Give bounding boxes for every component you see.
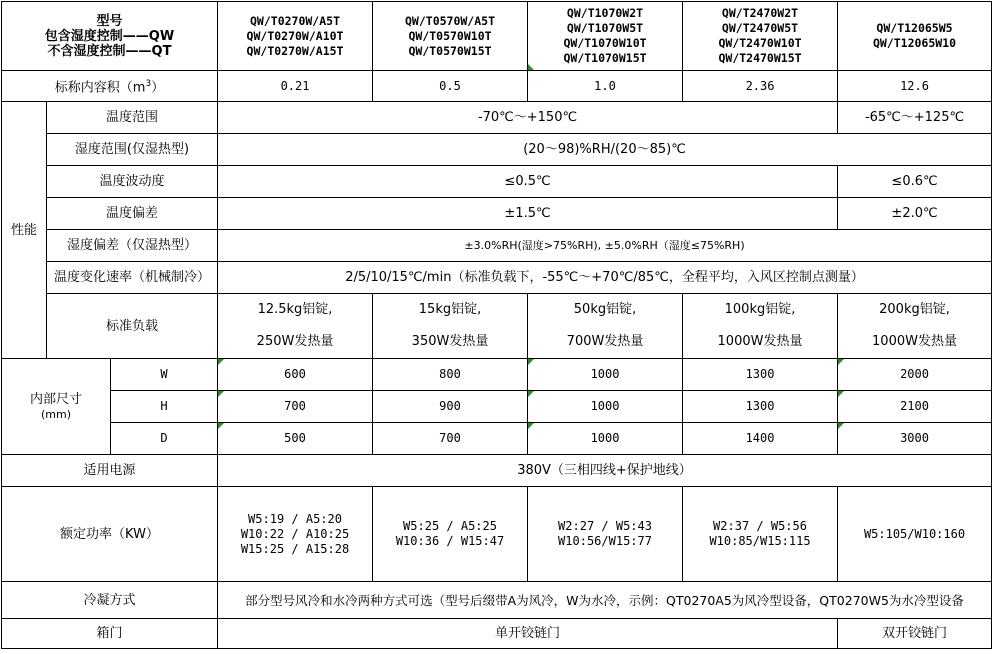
rated-power-line: W10:85/W15:115 <box>709 534 811 548</box>
temp-change-rate-label: 温度变化速率（机械制冷） <box>47 262 218 294</box>
model-code: QW/T0270W/A10T <box>246 28 344 43</box>
volume-value: 0.21 <box>218 71 373 102</box>
rated-power-value <box>373 487 528 582</box>
power-supply-value: 380V（三相四线+保护地线） <box>218 455 992 487</box>
model-code: QW/T12065W10 <box>872 36 957 50</box>
without-humidity-label: 不含湿度控制——QT <box>47 43 172 59</box>
model-code: QW/T0570W/A5T <box>405 13 496 28</box>
dimension-value <box>528 391 683 423</box>
load-mass: 15kg铝锭, <box>418 302 482 317</box>
temp-change-rate-row <box>2 262 992 294</box>
rated-power-line: W2:27 / W5:43 <box>558 519 652 533</box>
cell-marker <box>838 359 844 365</box>
rated-power-line: W10:22 / A10:25 <box>240 526 350 541</box>
volume-value: 2.36 <box>683 71 838 102</box>
dimension-value <box>838 359 992 391</box>
volume-label-text: 标称内容积（m <box>54 80 146 96</box>
dimension-value-text: 700 <box>284 399 306 413</box>
load-mass: 200kg铝锭, <box>879 302 950 317</box>
volume-value: 0.5 <box>373 71 528 102</box>
condensing-row <box>2 582 992 619</box>
humidity-range-label: 湿度范围(仅湿热型) <box>47 134 218 166</box>
standard-load-value <box>528 294 683 359</box>
dimension-label: W <box>111 359 218 391</box>
humidity-deviation-value: ±3.0%RH(湿度>75%RH), ±5.0%RH（湿度≤75%RH) <box>218 230 992 262</box>
volume-row <box>2 71 992 102</box>
model-cell <box>838 2 992 71</box>
condensing-label: 冷凝方式 <box>2 582 218 619</box>
model-cell <box>218 2 373 71</box>
inner-size-w-row <box>2 359 992 391</box>
inner-size-h-row <box>2 391 992 423</box>
cell-marker <box>528 64 534 70</box>
model-code: QW/T0270W/A5T <box>250 13 341 28</box>
rated-power-row <box>2 487 992 582</box>
model-code: QW/T1070W5T <box>566 21 644 35</box>
humidity-deviation-label: 湿度偏差（仅湿热型） <box>47 230 218 262</box>
dimension-value-text: 3000 <box>900 431 929 445</box>
load-mass: 100kg铝锭, <box>724 302 796 317</box>
inner-size-unit: (mm) <box>40 407 71 421</box>
load-heat: 250W发热量 <box>256 334 334 349</box>
humidity-range-row <box>2 134 992 166</box>
cell-marker <box>218 359 224 365</box>
model-code: QW/T2470W5T <box>721 21 799 35</box>
cell-marker <box>838 391 844 397</box>
volume-value: 12.6 <box>838 71 992 102</box>
rated-power-value <box>683 487 838 582</box>
rated-power-line: W5:25 / A5:25 <box>403 519 497 533</box>
model-header-label <box>2 2 218 71</box>
model-code: QW/T12065W5 <box>876 21 953 35</box>
model-code: QW/T0570W10T <box>408 28 492 43</box>
temp-fluctuation-label: 温度波动度 <box>47 166 218 198</box>
dimension-value <box>838 423 992 455</box>
dimension-value: 800 <box>373 359 528 391</box>
temp-fluctuation-value-large: ≤0.6℃ <box>838 166 992 198</box>
door-value-large: 双开铰链门 <box>838 619 992 649</box>
rated-power-value <box>838 487 992 582</box>
model-label: 型号 <box>96 13 123 29</box>
temp-deviation-value: ±1.5℃ <box>218 198 838 230</box>
standard-load-label: 标准负载 <box>47 294 218 359</box>
dimension-value <box>528 359 683 391</box>
cell-marker <box>528 359 534 365</box>
volume-label-sup: 3 <box>145 78 152 89</box>
cell-marker <box>218 423 224 429</box>
power-supply-label: 适用电源 <box>2 455 218 487</box>
cell-marker <box>838 423 844 429</box>
dimension-value <box>218 423 373 455</box>
model-cell <box>683 2 838 71</box>
rated-power-line: W15:25 / A15:28 <box>240 541 350 556</box>
load-mass: 50kg铝锭, <box>573 302 637 317</box>
rated-power-line: W5:19 / A5:20 <box>248 511 342 526</box>
load-heat: 1000W发热量 <box>717 334 803 349</box>
rated-power-line: W10:36 / W15:47 <box>395 534 505 548</box>
rated-power-line: W10:56/W15:77 <box>558 534 652 548</box>
rated-power-value <box>218 487 373 582</box>
dimension-value-text: 1000 <box>590 399 620 413</box>
dimension-value: 1400 <box>683 423 838 455</box>
standard-load-value <box>218 294 373 359</box>
inner-size-title: 内部尺寸 <box>29 391 82 407</box>
volume-label-end: ） <box>151 80 165 96</box>
model-cell <box>373 2 528 71</box>
model-code: QW/T2470W2T <box>721 6 799 20</box>
rated-power-line: W5:105/W10:160 <box>863 526 966 541</box>
dimension-label: D <box>111 423 218 455</box>
temp-range-value-large: -65℃～+125℃ <box>838 102 992 134</box>
spec-table <box>1 1 992 649</box>
standard-load-value <box>373 294 528 359</box>
with-humidity-label: 包含湿度控制——QW <box>44 28 175 44</box>
volume-label <box>2 71 218 102</box>
performance-group-label: 性能 <box>2 102 47 359</box>
power-supply-row <box>2 455 992 487</box>
dimension-value: 700 <box>373 423 528 455</box>
cell-marker <box>528 423 534 429</box>
humidity-deviation-row <box>2 230 992 262</box>
model-code: QW/T1070W2T <box>566 6 644 20</box>
temp-deviation-value-large: ±2.0℃ <box>838 198 992 230</box>
volume-value: 1.0 <box>528 71 683 102</box>
model-code: QW/T0270W/A15T <box>246 43 344 58</box>
dimension-value-text: 600 <box>284 367 306 381</box>
model-code: QW/T2470W10T <box>718 36 802 50</box>
dimension-value: 1300 <box>683 391 838 423</box>
model-code: QW/T1070W15T <box>563 51 647 65</box>
temp-range-value: -70℃～+150℃ <box>218 102 838 134</box>
inner-size-d-row <box>2 423 992 455</box>
humidity-range-value: (20～98)%RH/(20～85)℃ <box>218 134 992 166</box>
temp-change-rate-value: 2/5/10/15℃/min（标准负载下，-55℃～+70℃/85℃，全程平均，入风区控制点测量） <box>218 262 992 294</box>
temp-deviation-row <box>2 198 992 230</box>
door-label: 箱门 <box>2 619 218 649</box>
door-value: 单开铰链门 <box>218 619 838 649</box>
dimension-value <box>838 391 992 423</box>
temp-deviation-label: 温度偏差 <box>47 198 218 230</box>
dimension-value: 1300 <box>683 359 838 391</box>
model-cell <box>528 2 683 71</box>
rated-power-label: 额定功率（KW） <box>2 487 218 582</box>
temp-range-label: 温度范围 <box>47 102 218 134</box>
dimension-value <box>218 359 373 391</box>
dimension-value-text: 1000 <box>590 431 620 445</box>
standard-load-row <box>2 294 992 359</box>
load-heat: 350W发热量 <box>411 334 489 349</box>
dimension-value <box>218 391 373 423</box>
load-heat: 700W发热量 <box>566 334 644 349</box>
model-code: QW/T1070W10T <box>563 36 647 50</box>
standard-load-value <box>838 294 992 359</box>
dimension-value-text: 2000 <box>900 367 929 381</box>
temp-range-row <box>2 102 992 134</box>
rated-power-value <box>528 487 683 582</box>
dimension-value <box>528 423 683 455</box>
dimension-label: H <box>111 391 218 423</box>
model-code: QW/T2470W15T <box>718 51 802 65</box>
dimension-value-text: 500 <box>284 431 306 445</box>
header-row <box>2 2 992 71</box>
door-row <box>2 619 992 649</box>
dimension-value: 900 <box>373 391 528 423</box>
load-mass: 12.5kg铝锭, <box>257 302 333 317</box>
dimension-value-text: 2100 <box>900 399 929 413</box>
model-code: QW/T0570W15T <box>408 43 492 58</box>
temp-fluctuation-row <box>2 166 992 198</box>
condensing-value: 部分型号风冷和水冷两种方式可选（型号后缀带A为风冷，W为水冷，示例：QT0270A5为风冷型设备，QT0270W5为水冷型设备 <box>218 582 992 619</box>
cell-marker <box>218 391 224 397</box>
dimension-value-text: 1000 <box>590 367 620 381</box>
cell-marker <box>528 391 534 397</box>
rated-power-line: W2:37 / W5:56 <box>713 519 807 533</box>
inner-size-label <box>2 359 111 455</box>
temp-fluctuation-value: ≤0.5℃ <box>218 166 838 198</box>
load-heat: 1000W发热量 <box>872 334 957 349</box>
standard-load-value <box>683 294 838 359</box>
